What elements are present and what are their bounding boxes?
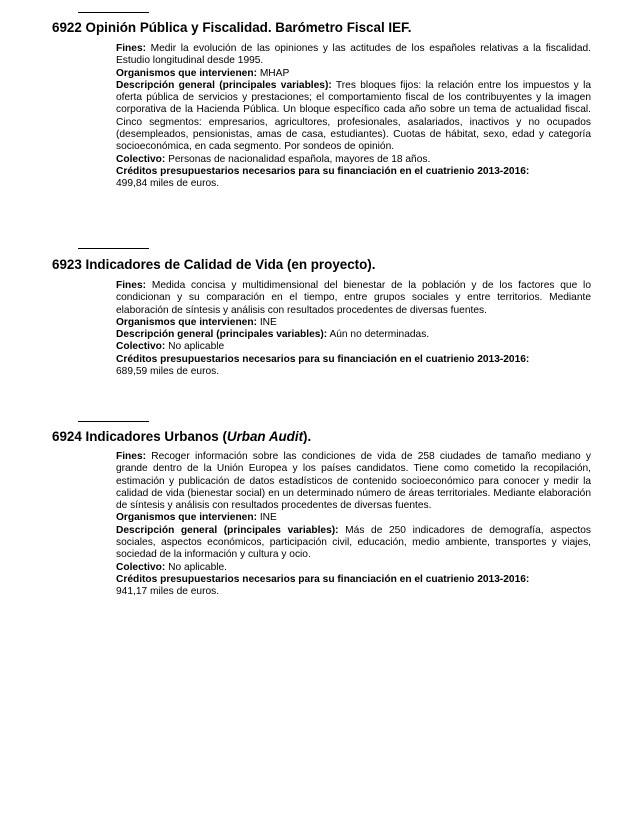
colectivo-label: Colectivo: [116, 153, 166, 165]
separator-rule [78, 248, 149, 249]
entry-name-start: Indicadores Urbanos ( [85, 429, 227, 444]
fines-paragraph [116, 451, 591, 512]
creditos-paragraph [116, 178, 591, 190]
creditos-label: Créditos presupuestarios necesarios para su financiación en el cuatrienio 2013-2016: [116, 165, 530, 177]
fines-paragraph [116, 43, 591, 68]
separator-rule [78, 421, 149, 422]
colectivo-text: Personas de nacionalidad española, mayores de 18 años. [168, 153, 431, 165]
descripcion-paragraph [116, 525, 591, 562]
organismos-text: INE [259, 512, 277, 524]
creditos-text: 499,84 miles de euros. [116, 178, 220, 190]
entry-code: 6924 [52, 429, 82, 444]
organismos-label: Organismos que intervienen: [116, 67, 257, 79]
organismos-text: MHAP [259, 67, 290, 79]
descripcion-label: Descripción general (principales variables): [116, 524, 339, 536]
fines-label: Fines: [116, 451, 147, 462]
organismos-paragraph [116, 68, 591, 80]
entry-title [52, 20, 612, 36]
descripcion-label: Descripción general (principales variables): [116, 79, 332, 91]
organismos-label: Organismos que intervienen: [116, 512, 257, 524]
descripcion-text: Tres bloques fijos: la relación entre los impuestos y la oferta pública de servicios y prestaciones; el comportamiento fiscal de los contribuyentes y la imagen corporativa de la Hacienda Pública. Un bloque específico cada año sobre un tema de actualidad fiscal. Cinco segmentos: empresarios, agricultores, profesionales, asalariados, inactivos y no ocupados (desempleados, pensionistas, amas de casa, estudiantes). Cuotas de hábitat, sexo, edad y categoría socioeconómica, en cada segmento. Por sondeos de opinión. [116, 79, 592, 153]
organismos-paragraph [116, 317, 591, 329]
fines-label: Fines: [116, 280, 147, 291]
separator-rule [78, 12, 149, 13]
entry-body [116, 451, 591, 599]
creditos-label: Créditos presupuestarios necesarios para su financiación en el cuatrienio 2013-2016: [116, 353, 530, 365]
creditos-label: Créditos presupuestarios necesarios para su financiación en el cuatrienio 2013-2016: [116, 573, 530, 585]
colectivo-label: Colectivo: [116, 561, 166, 573]
creditos-paragraph [116, 366, 591, 378]
entry-title [52, 429, 612, 445]
colectivo-paragraph [116, 341, 591, 353]
fines-label: Fines: [116, 43, 147, 54]
descripcion-label: Descripción general (principales variables): [116, 329, 328, 341]
creditos-paragraph [116, 586, 591, 598]
descripcion-paragraph [116, 80, 591, 154]
creditos-text: 689,59 miles de euros. [116, 366, 220, 378]
entry-name-italic: Urban Audit [226, 429, 304, 444]
colectivo-text: No aplicable [168, 341, 225, 353]
colectivo-paragraph [116, 562, 591, 574]
entry-body [116, 43, 591, 191]
descripcion-text: Más de 250 indicadores de demografía, aspectos sociales, aspectos económicos, participación civil, educación, medio ambiente, transportes y viajes, sociedad de la información y cultura y ocio. [116, 524, 591, 561]
creditos-label-paragraph [116, 166, 591, 178]
creditos-label-paragraph [116, 354, 591, 366]
entry-code: 6922 [52, 20, 82, 35]
fines-text: Medir la evolución de las opiniones y las actitudes de los españoles relativas a la fiscalidad. Estudio longitudinal desde 1995. [116, 43, 591, 67]
entry-body [116, 280, 591, 378]
entry-name: Opinión Pública y Fiscalidad. Barómetro Fiscal IEF. [85, 20, 412, 35]
colectivo-paragraph [116, 154, 591, 166]
fines-paragraph [116, 280, 591, 317]
entry-name-end: ). [303, 429, 312, 444]
entry-name: Indicadores de Calidad de Vida (en proyecto). [85, 257, 376, 272]
entry-code: 6923 [52, 257, 82, 272]
colectivo-text: No aplicable. [168, 561, 227, 573]
creditos-label-paragraph [116, 574, 591, 586]
entry-name [86, 429, 312, 444]
entry-title [52, 257, 612, 273]
descripcion-text: Aún no determinadas. [329, 329, 430, 341]
organismos-text: INE [259, 316, 277, 328]
fines-text: Recoger información sobre las condiciones de vida de 258 ciudades de tamaño mediano y grande dentro de la Unión Europea y los países candidatos. Tiene como cometido la recopilación, estimación y publicación de datos estadísticos de contenido socioeconómico para conocer y medir la calidad de vida (bienestar social) en un determinado número de áreas territoriales. Mediante elaboración de síntesis y análisis con resultados procedentes de diversas fuentes. [116, 451, 591, 512]
organismos-label: Organismos que intervienen: [116, 316, 257, 328]
fines-text: Medida concisa y multidimensional del bienestar de la población y de los factores que lo condicionan y su comparación en el tiempo, entre grupos sociales y entre territorios. Mediante elaboración de síntesis y análisis con resultados procedentes de diversas fuentes. [116, 280, 591, 316]
creditos-text: 941,17 miles de euros. [116, 586, 220, 598]
colectivo-label: Colectivo: [116, 341, 166, 353]
organismos-paragraph [116, 512, 591, 524]
descripcion-paragraph [116, 329, 591, 341]
